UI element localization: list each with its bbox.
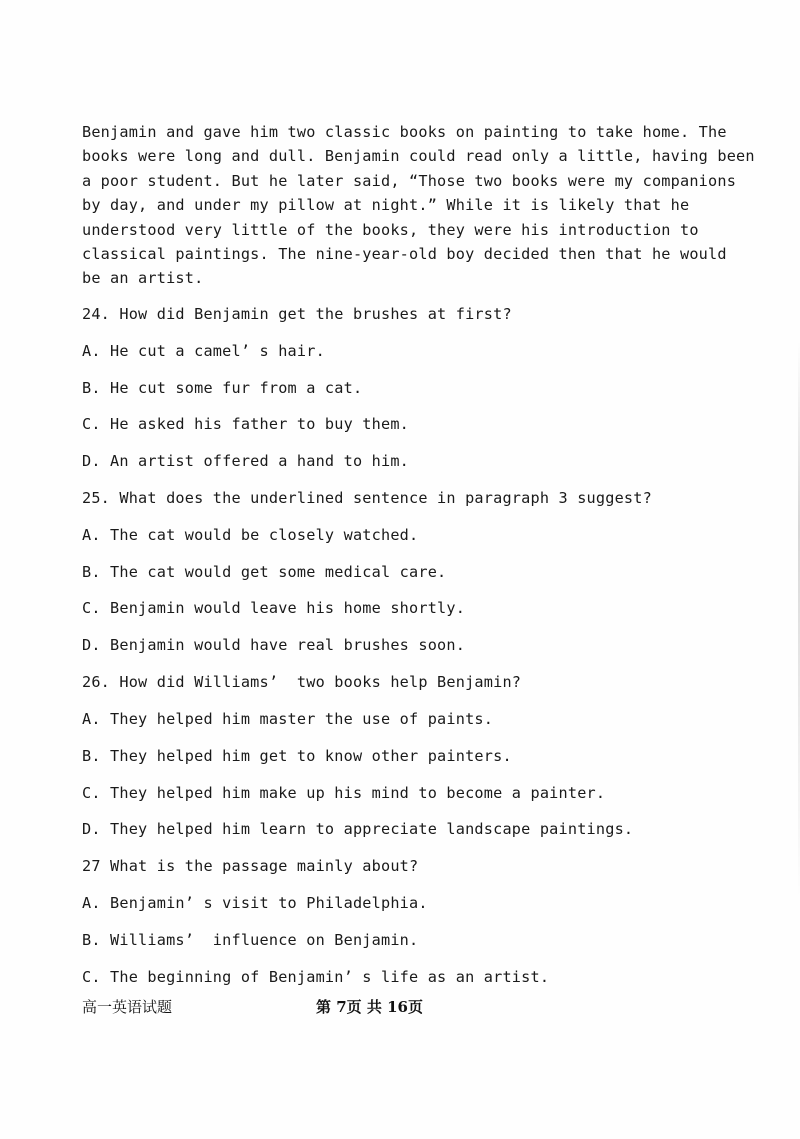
passage-line: understood very little of the books, they were his introduction to [82, 220, 699, 239]
question-26-option-c: C. They helped him make up his mind to become a painter. [82, 784, 606, 802]
question-25-option-d: D. Benjamin would have real brushes soon. [82, 636, 466, 654]
exam-title-footer: 高一英语试题 [82, 998, 173, 1016]
question-25-option-b: B. The cat would get some medical care. [82, 563, 447, 581]
question-27-option-a: A. Benjamin’ s visit to Philadelphia. [82, 894, 428, 912]
question-27-option-c: C. The beginning of Benjamin’ s life as an artist. [82, 968, 550, 986]
question-24-option-b: B. He cut some fur from a cat. [82, 379, 363, 397]
question-26-stem: 26. How did Williams’ two books help Benjamin? [82, 673, 522, 691]
question-26-option-d: D. They helped him learn to appreciate landscape paintings. [82, 820, 634, 838]
question-25-stem: 25. What does the underlined sentence in paragraph 3 suggest? [82, 489, 652, 507]
reading-passage [82, 120, 755, 291]
passage-line: books were long and dull. Benjamin could read only a little, having been [82, 147, 755, 166]
passage-line: Benjamin and gave him two classic books on painting to take home. The [82, 123, 727, 141]
page-number-footer: 第 7页 共 16页 [316, 998, 423, 1016]
passage-line: a poor student. But he later said, “Those two books were my companions [82, 171, 737, 190]
question-24-option-a: A. He cut a camel’ s hair. [82, 342, 325, 360]
passage-line: classical paintings. The nine-year-old boy decided then that he would [82, 244, 727, 263]
question-27-option-b: B. Williams’ influence on Benjamin. [82, 931, 419, 949]
question-25-option-c: C. Benjamin would leave his home shortly. [82, 599, 466, 617]
question-24-option-d: D. An artist offered a hand to him. [82, 452, 410, 470]
question-26-option-b: B. They helped him get to know other painters. [82, 747, 512, 765]
passage-line: by day, and under my pillow at night.” While it is likely that he [82, 196, 690, 215]
question-24-stem: 24. How did Benjamin get the brushes at first? [82, 305, 512, 323]
question-26-option-a: A. They helped him master the use of paints. [82, 710, 494, 728]
question-24-option-c: C. He asked his father to buy them. [82, 415, 410, 433]
question-27-stem: 27 What is the passage mainly about? [82, 857, 419, 875]
question-25-option-a: A. The cat would be closely watched. [82, 526, 419, 544]
passage-line: be an artist. [82, 269, 204, 288]
